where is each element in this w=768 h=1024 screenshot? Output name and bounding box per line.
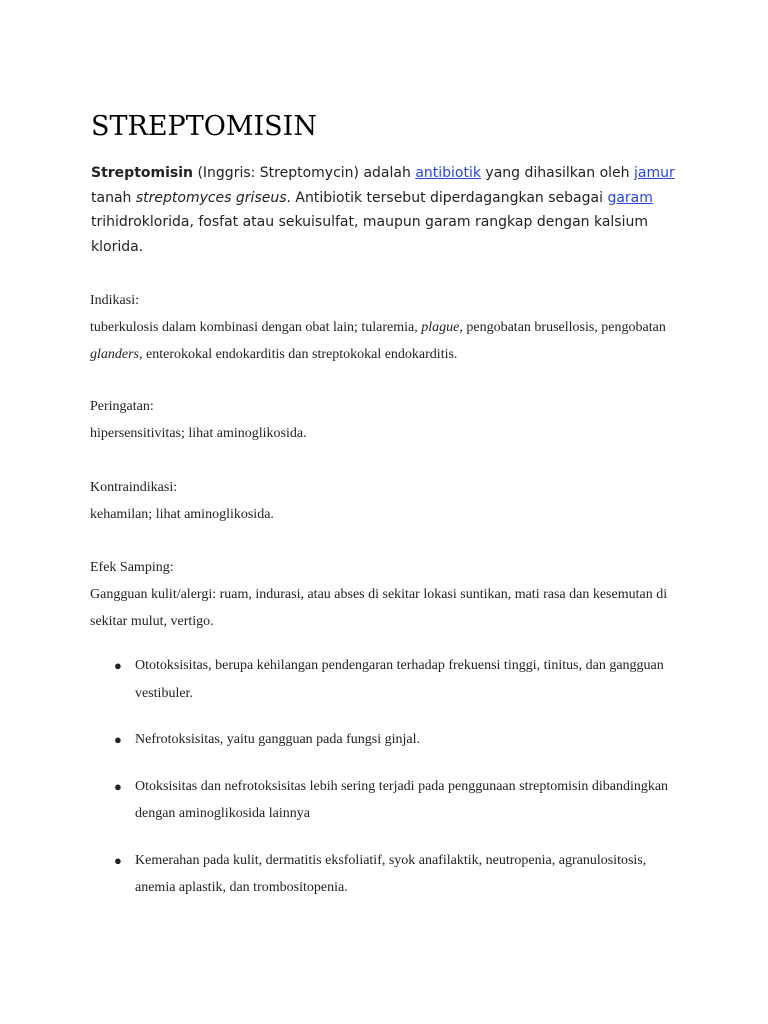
list-item	[90, 726, 690, 754]
section-peringatan	[90, 393, 690, 447]
link-garam[interactable]: garam	[607, 189, 653, 206]
bullet-icon: ●	[114, 852, 122, 868]
indikasi-glanders: glanders,	[90, 347, 143, 362]
list-item-text: Nefrotoksisitas, yaitu gangguan pada fungsi ginjal.	[135, 732, 420, 747]
intro-term: Streptomisin	[91, 165, 193, 181]
page-title: STREPTOMISIN	[91, 111, 317, 142]
bullet-icon: ●	[114, 732, 122, 747]
list-item	[90, 773, 690, 828]
indikasi-plague: plague,	[421, 320, 463, 335]
section-kontraindikasi	[90, 474, 690, 528]
efek-samping-text: Gangguan kulit/alergi: ruam, indurasi, atau abses di sekitar lokasi suntikan, mati rasa dan kesemutan di sekitar mulut, vertigo.	[90, 587, 668, 629]
list-item-text: Otoksisitas dan nefrotoksisitas lebih sering terjadi pada penggunaan streptomisin dibandingkan dengan aminoglikosida lainnya	[135, 778, 669, 821]
intro-paragraph	[91, 161, 691, 259]
indikasi-text-1: tuberkulosis dalam kombinasi dengan obat lain; tularemia,	[90, 320, 422, 335]
kontraindikasi-text: kehamilan; lihat aminoglikosida.	[90, 507, 274, 522]
link-jamur[interactable]: jamur	[633, 165, 675, 181]
intro-text-4: . Antibiotik tersebut diperdagangkan sebagai	[286, 189, 608, 206]
indikasi-text-2: pengobatan brusellosis, pengobatan	[462, 320, 666, 335]
peringatan-text: hipersensitivitas; lihat aminoglikosida.	[90, 426, 307, 441]
section-efek-samping	[90, 554, 690, 635]
kontraindikasi-heading: Kontraindikasi:	[90, 480, 178, 495]
peringatan-heading: Peringatan:	[90, 399, 154, 414]
intro-text-5: trihidroklorida, fosfat atau sekuisulfat, maupun garam rangkap dengan kalsium klorida.	[91, 214, 648, 255]
section-indikasi	[90, 287, 690, 368]
intro-text-2: yang dihasilkan oleh	[480, 165, 634, 181]
bullet-icon: ●	[114, 658, 122, 673]
list-item-text: Ototoksisitas, berupa kehilangan pendengaran terhadap frekuensi tinggi, tinitus, dan gangguan vestibuler.	[135, 658, 664, 701]
list-item	[90, 847, 690, 902]
intro-text-3: tanah	[91, 189, 136, 206]
indikasi-text	[90, 314, 690, 368]
list-item	[90, 652, 690, 707]
link-antibiotik[interactable]: antibiotik	[415, 165, 481, 181]
indikasi-heading: Indikasi:	[90, 293, 139, 308]
intro-text-1: (Inggris: Streptomycin) adalah	[193, 165, 416, 181]
intro-species: streptomyces griseus	[135, 189, 287, 206]
efek-samping-heading: Efek Samping:	[90, 560, 174, 575]
efek-samping-list	[90, 652, 690, 921]
list-item-text: Kemerahan pada kulit, dermatitis eksfoliatif, syok anafilaktik, neutropenia, agranulositosis, anemia aplastik, dan trombositopenia.	[135, 852, 647, 895]
bullet-icon: ●	[114, 778, 122, 794]
indikasi-text-3: enterokokal endokarditis dan streptokokal endokarditis.	[142, 347, 458, 362]
